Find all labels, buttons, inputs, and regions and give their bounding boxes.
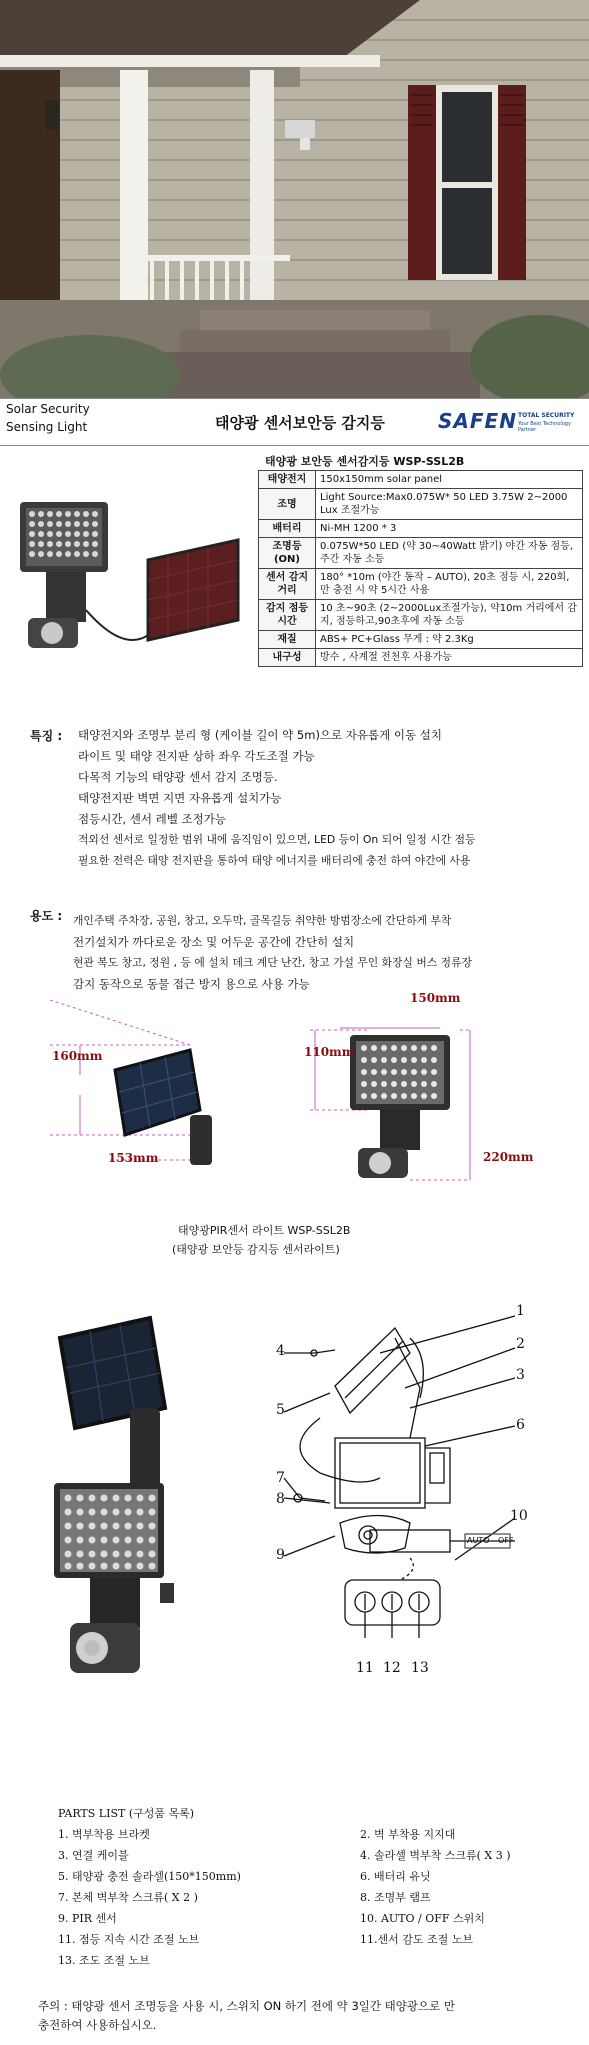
usage-line: 개인주택 주차장, 공원, 창고, 오두막, 골목길등 취약한 방범장소에 간단하게 부착 <box>73 914 452 927</box>
spec-row <box>259 631 583 649</box>
callout-7: 7 <box>276 1470 285 1486</box>
part-item: 13. 조도 조절 노브 <box>58 1954 150 1967</box>
subtitle-line-2: Sensing Light <box>6 420 88 434</box>
callout-4: 4 <box>276 1343 285 1359</box>
subtitle-line-1: Solar Security <box>6 402 90 416</box>
spec-key: 감지 점등 시간 <box>259 600 316 631</box>
part-item: 7. 본체 벽부착 스크류( X 2 ) <box>58 1891 198 1904</box>
part-item: 9. PIR 센서 <box>58 1912 117 1925</box>
hero-photo <box>0 0 589 398</box>
spec-value: 방수 , 사계절 전천후 사용가능 <box>316 649 583 667</box>
feature-line: 다목적 기능의 태양광 센서 감지 조명등. <box>78 770 278 784</box>
product-photo <box>8 500 256 680</box>
usage-line: 현관 복도 창고, 정원 , 등 에 설치 데크 계단 난간, 창고 가설 무인 화장실 버스 정류장 <box>73 956 472 969</box>
features-label: 특징 : <box>30 729 63 743</box>
dim-lamp-width: 150mm <box>410 991 461 1005</box>
spec-key: 재질 <box>259 631 316 649</box>
feature-line: 필요한 전력은 태양 전지판을 통하여 태양 에너지를 배터리에 충전 하여 야간에 사용 <box>78 854 471 867</box>
product-caption-sub: (태양광 보안등 감지등 센서라이트) <box>172 1243 340 1256</box>
part-item: 11.센서 감도 조절 노브 <box>360 1933 473 1946</box>
product-parts-photo <box>40 1298 200 1718</box>
feature-line: 태양전지와 조명부 분리 형 (케이블 길이 약 5m)으로 자유롭게 이동 설치 <box>78 728 442 742</box>
callout-12: 12 <box>383 1660 401 1676</box>
spec-value: 10 초~90초 (2~2000Lux조절가능), 약10m 거리에서 감지, 점등하고,90초후에 자동 소등 <box>316 600 583 631</box>
exploded-diagram <box>260 1298 580 1698</box>
spec-value: 180° *10m (야간 동작 – AUTO), 20초 점등 시, 220회,만 충전 시 약 5시간 사용 <box>316 569 583 600</box>
part-item: 10. AUTO / OFF 스위치 <box>360 1912 485 1925</box>
callout-9: 9 <box>276 1547 285 1563</box>
switch-auto-label: AUTO <box>467 1536 490 1545</box>
page-title: 태양광 센서보안등 감지등 <box>215 414 385 432</box>
spec-value: Light Source:Max0.075W* 50 LED 3.75W 2~2000 Lux 조절가능 <box>316 489 583 520</box>
part-item: 1. 벽부착용 브라켓 <box>58 1828 150 1841</box>
feature-line: 적외선 센서로 일정한 범위 내에 움직임이 있으면, LED 등이 On 되어 일정 시간 점등 <box>78 833 476 846</box>
spec-row <box>259 489 583 520</box>
spec-row <box>259 649 583 667</box>
brand-logo: SAFEN <box>438 409 517 433</box>
callout-2: 2 <box>516 1336 525 1352</box>
spec-key: 내구성 <box>259 649 316 667</box>
spec-value: ABS+ PC+Glass 무게 : 약 2.3Kg <box>316 631 583 649</box>
parts-title: PARTS LIST (구성품 목록) <box>58 1807 195 1820</box>
callout-8: 8 <box>276 1491 285 1507</box>
spec-key: 센서 감지 거리 <box>259 569 316 600</box>
product-caption: 태양광PIR센서 라이트 WSP-SSL2B <box>178 1224 351 1237</box>
callout-11: 11 <box>356 1660 374 1676</box>
spec-value: 150x150mm solar panel <box>316 471 583 489</box>
callout-13: 13 <box>411 1660 429 1676</box>
dim-panel-width: 153mm <box>108 1151 159 1165</box>
spec-key: 조명 <box>259 489 316 520</box>
callout-3: 3 <box>516 1367 525 1383</box>
spec-key: 조명등 (ON) <box>259 538 316 569</box>
usage-line: 전기설치가 까다로운 장소 및 어두운 공간에 간단히 설치 <box>73 935 355 949</box>
spec-key: 태양전지 <box>259 471 316 489</box>
part-item: 8. 조명부 램프 <box>360 1891 431 1904</box>
spec-row <box>259 569 583 600</box>
callout-1: 1 <box>516 1303 525 1319</box>
feature-line: 태양전지판 벽면 지면 자유롭게 설치가능 <box>78 791 282 805</box>
spec-table <box>258 470 583 667</box>
spec-row <box>259 471 583 489</box>
dim-total-height: 220mm <box>483 1150 534 1164</box>
spec-value: 0.075W*50 LED (약 30~40Watt 밝기) 야간 자동 점등, 주간 자동 소등 <box>316 538 583 569</box>
caution-note: 주의 : 태양광 센서 조명등을 사용 시, 스위치 ON 하기 전에 약 3일간 태양광으로 만 <box>38 1999 455 2013</box>
part-item: 2. 벽 부착용 지지대 <box>360 1828 456 1841</box>
spec-row <box>259 538 583 569</box>
part-item: 6. 배터리 유닛 <box>360 1870 431 1883</box>
spec-title: 태양광 보안등 센서감지등 WSP-SSL2B <box>265 455 465 468</box>
brand-logo-subtagline: Your Best Technology Partner <box>518 421 571 433</box>
feature-line: 라이트 및 태양 전지판 상하 좌우 각도조절 가능 <box>78 749 315 763</box>
spec-row <box>259 520 583 538</box>
callout-10: 10 <box>510 1508 528 1524</box>
spec-key: 배터리 <box>259 520 316 538</box>
feature-line: 점등시간, 센서 레벨 조정가능 <box>78 812 226 826</box>
part-item: 4. 솔라셀 벽부착 스크류( X 3 ) <box>360 1849 511 1862</box>
caution-note-cont: 충전하여 사용하십시오. <box>38 2018 157 2032</box>
switch-off-label: OFF <box>498 1536 514 1545</box>
spec-value: Ni-MH 1200 * 3 <box>316 520 583 538</box>
usage-label: 용도 : <box>30 909 63 923</box>
brand-logo-tagline: TOTAL SECURITY <box>518 412 575 419</box>
part-item: 5. 태양광 충전 솔라셀(150*150mm) <box>58 1870 241 1883</box>
usage-line: 감지 동작으로 동물 접근 방지 용으로 사용 가능 <box>73 977 310 991</box>
part-item: 11. 점등 지속 시간 조절 노브 <box>58 1933 200 1946</box>
callout-6: 6 <box>516 1417 525 1433</box>
spec-row <box>259 600 583 631</box>
dim-lamp-height: 110mm <box>304 1045 355 1059</box>
part-item: 3. 연결 케이블 <box>58 1849 129 1862</box>
dim-panel-height: 160mm <box>52 1049 103 1063</box>
callout-5: 5 <box>276 1402 285 1418</box>
